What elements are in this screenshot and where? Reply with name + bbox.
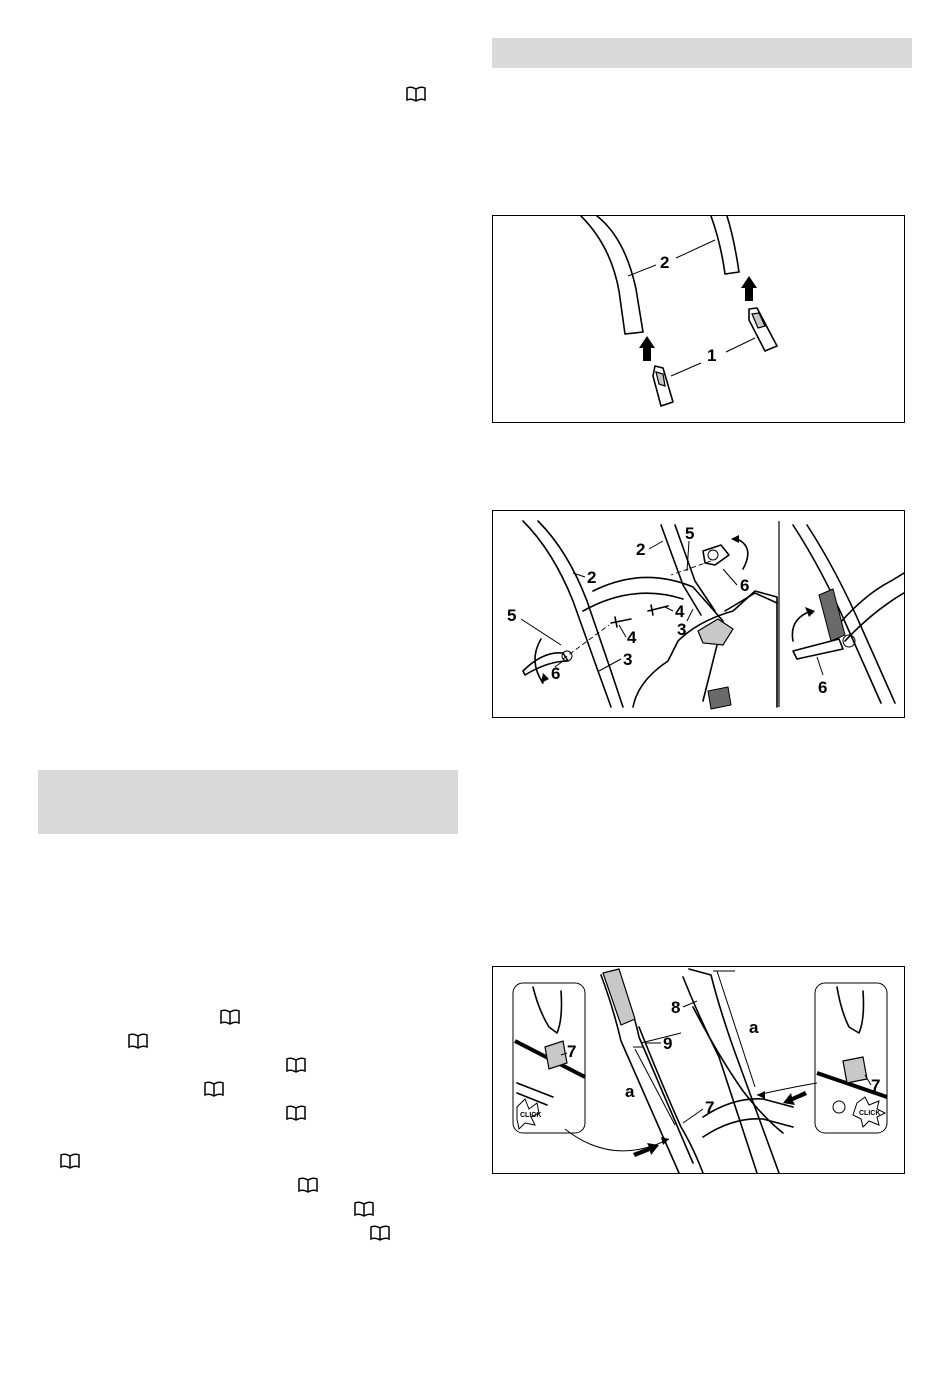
book-icon xyxy=(354,1201,374,1217)
book-icon xyxy=(406,86,426,102)
label-2: 2 xyxy=(636,540,646,559)
click-text: CLICK xyxy=(520,1112,542,1119)
click-text: CLICK xyxy=(859,1110,881,1117)
figure-handle-tubes xyxy=(492,215,905,423)
label-2: 2 xyxy=(660,253,670,272)
book-icon xyxy=(128,1033,148,1049)
label-7: 7 xyxy=(871,1076,881,1095)
label-7: 7 xyxy=(705,1098,715,1117)
section-header-band xyxy=(492,38,912,68)
book-icon xyxy=(286,1105,306,1121)
label-6: 6 xyxy=(818,678,828,697)
figure-cable-clips xyxy=(492,966,905,1174)
label-3: 3 xyxy=(623,650,633,669)
book-icon xyxy=(298,1177,318,1193)
label-6: 6 xyxy=(740,576,750,595)
section-header-band xyxy=(38,770,458,834)
book-icon xyxy=(60,1153,80,1169)
label-5: 5 xyxy=(685,524,695,543)
book-icon xyxy=(220,1009,240,1025)
label-4: 4 xyxy=(675,602,685,621)
label-a: a xyxy=(625,1082,635,1101)
label-7: 7 xyxy=(567,1042,577,1061)
book-icon xyxy=(370,1225,390,1241)
label-9: 9 xyxy=(663,1034,673,1053)
label-3: 3 xyxy=(677,620,687,639)
label-5: 5 xyxy=(507,606,517,625)
label-8: 8 xyxy=(671,998,681,1017)
label-6: 6 xyxy=(551,664,561,683)
label-4: 4 xyxy=(627,628,637,647)
label-a: a xyxy=(749,1018,759,1037)
figure-handle-mounting xyxy=(492,510,905,718)
label-1: 1 xyxy=(707,346,717,365)
book-icon xyxy=(204,1081,224,1097)
label-2: 2 xyxy=(587,568,597,587)
book-icon xyxy=(286,1057,306,1073)
